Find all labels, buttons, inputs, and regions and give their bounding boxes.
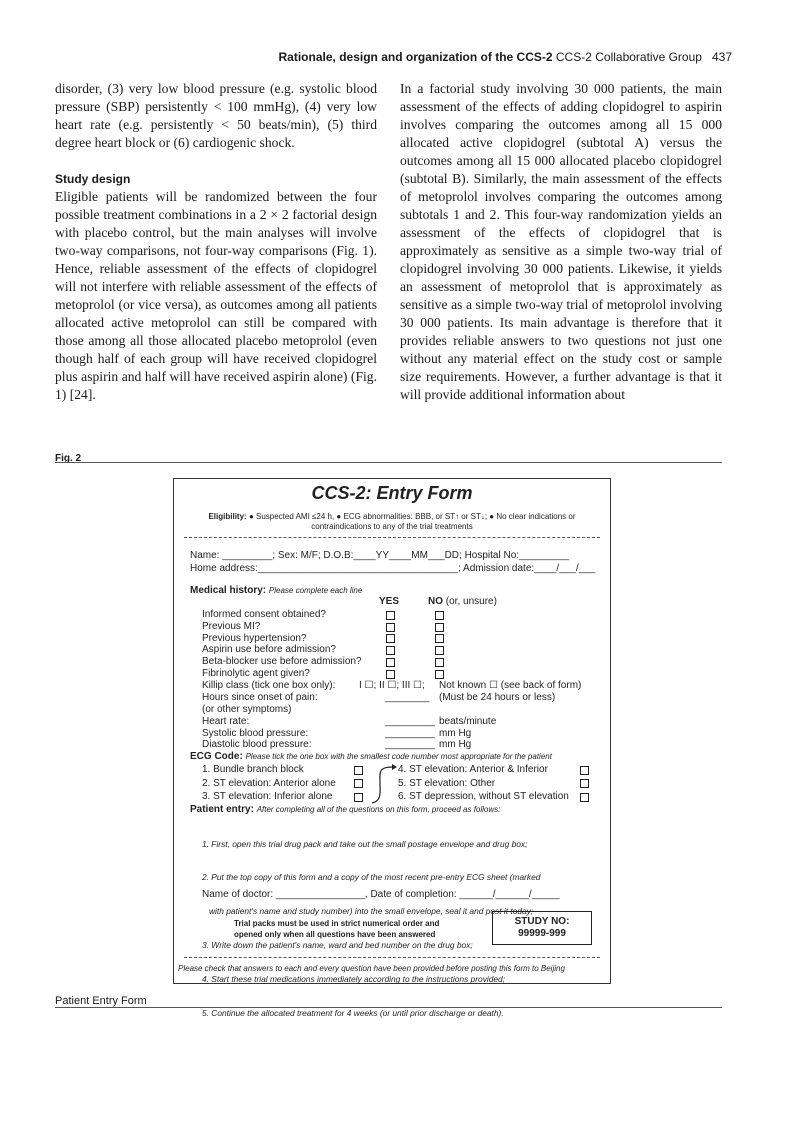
entry-label: Patient entry: bbox=[190, 804, 254, 815]
packs-note-2: opened only when all questions have been answered bbox=[234, 930, 436, 939]
heart-rate-field[interactable]: _________ bbox=[385, 716, 436, 727]
no-note: (or, unsure) bbox=[445, 596, 497, 607]
ecg-checkbox[interactable] bbox=[354, 766, 363, 775]
killip-label: Killip class (tick one box only): bbox=[202, 680, 336, 691]
hours-field[interactable]: ________ bbox=[385, 692, 430, 703]
killip-options[interactable]: I ☐; II ☐; III ☐; bbox=[359, 680, 425, 691]
entry-step: 3. Write down the patient's name, ward and bed number on the drug box; bbox=[202, 940, 473, 951]
ecg-right-boxes bbox=[580, 764, 589, 805]
right-para: In a factorial study involving 30 000 patients, the main assessment of the effects of adding clopidogrel to aspirin involves comparing the outcomes among all 15 000 allocated active clopidogrel (subtotal A) versus the outcomes among all 15 000 allocated placebo clopidogrel (subtotal B). Similarly, the main assessment of the effects of metoprolol involves comparing the outcomes among subtotals 1 and 2. This four-way randomization yields an assessment of the effects of clopidogrel that is approximately as sensitive as a simple two-way trial of clopidogrel involving 30 000 patients. Likewise, it yields an assessment of metoprolol that is approximately as sensitive as a simple two-way trial of metoprolol involving 30 000 patients. Its main advantage is therefore that it provides reliable answers to two questions not just one without any material effect on the study cost or sample size requirements. However, a further advantage is that it will provide additional information about bbox=[400, 81, 722, 402]
divider bbox=[184, 537, 600, 538]
no-label: NO bbox=[428, 596, 443, 607]
packs-note-1: Trial packs must be used in strict numerical order and bbox=[234, 919, 440, 928]
ecg-checkbox[interactable] bbox=[580, 779, 589, 788]
right-column bbox=[400, 80, 722, 404]
entry-step: with patient's name and study number) into the small envelope, seal it and post it today; bbox=[202, 906, 534, 917]
history-item: Previous hypertension? bbox=[202, 632, 307, 644]
entry-step: 1. First, open this trial drug pack and take out the small postage envelope and drug box; bbox=[202, 838, 528, 849]
entry-step: 2. Put the top copy of this form and a copy of the most recent pre-entry ECG sheet (marked bbox=[202, 872, 541, 883]
ecg-flow-arrow bbox=[368, 763, 398, 805]
ecg-left-list bbox=[202, 763, 336, 804]
running-header bbox=[200, 50, 732, 64]
page-number: 437 bbox=[711, 50, 732, 64]
left-para-1: disorder, (3) very low blood pressure (e.g. systolic blood pressure (SBP) persistently < 100 mmHg), (4) very low heart rate (e.g. persistently < 50 beats/min), (5) third degree heart block or (6) cardiogenic shock. bbox=[55, 81, 377, 150]
heart-rate-label: Heart rate: bbox=[202, 716, 250, 727]
study-number-box bbox=[492, 911, 592, 945]
figure-label: Fig. 2 bbox=[55, 453, 82, 464]
left-column bbox=[55, 80, 377, 404]
eligibility-text: ● Suspected AMI ≤24 h, ● ECG abnormalities: BBB, or ST↑ or ST↓; ● No clear indications or contraindications to any of the trial treatments bbox=[248, 512, 576, 531]
header-title: Rationale, design and organization of the CCS-2 bbox=[278, 50, 553, 64]
no-checkbox[interactable] bbox=[435, 623, 444, 632]
dbp-label: Diastolic blood pressure: bbox=[202, 739, 312, 750]
ecg-label: ECG Code: bbox=[190, 751, 243, 762]
yes-checkbox[interactable] bbox=[386, 670, 395, 679]
ecg-checkbox[interactable] bbox=[580, 793, 589, 802]
ecg-checkbox[interactable] bbox=[354, 779, 363, 788]
entry-step: 4. Start these trial medications immediately according to the instructions provided; bbox=[202, 974, 506, 985]
yes-checkbox[interactable] bbox=[386, 658, 395, 667]
eligibility-label: Eligibility: bbox=[208, 512, 247, 521]
divider bbox=[184, 957, 600, 958]
history-list bbox=[202, 609, 362, 680]
hours-label: Hours since onset of pain: bbox=[202, 692, 318, 703]
medical-history-label: Medical history: bbox=[190, 585, 267, 596]
yes-header: YES bbox=[379, 596, 400, 607]
yes-checkbox[interactable] bbox=[386, 611, 395, 620]
dbp-field[interactable]: _________ bbox=[385, 739, 436, 750]
no-checkbox[interactable] bbox=[435, 646, 444, 655]
heart-rate-unit: beats/minute bbox=[439, 716, 497, 727]
no-header bbox=[428, 596, 497, 607]
hours-note: (Must be 24 hours or less) bbox=[439, 692, 556, 703]
history-item: Aspirin use before admission? bbox=[202, 644, 336, 656]
entry-heading bbox=[190, 804, 500, 815]
sbp-field[interactable]: _________ bbox=[385, 728, 436, 739]
no-checkboxes bbox=[435, 610, 444, 681]
footer-note: Please check that answers to each and every question have been provided before posting this form to Beijing bbox=[178, 964, 565, 973]
caption-rule bbox=[55, 1007, 722, 1008]
hours-sub: (or other symptoms) bbox=[202, 704, 292, 715]
no-checkbox[interactable] bbox=[435, 634, 444, 643]
dbp-unit: mm Hg bbox=[439, 739, 472, 750]
packs-note bbox=[234, 918, 439, 940]
study-no-value: 99999-999 bbox=[518, 928, 566, 939]
medical-history-note: Please complete each line bbox=[268, 586, 363, 595]
yes-checkboxes bbox=[386, 610, 395, 681]
eligibility bbox=[182, 512, 602, 532]
ecg-right-list bbox=[398, 763, 569, 804]
yes-checkbox[interactable] bbox=[386, 646, 395, 655]
ecg-option: 3. ST elevation: Inferior alone bbox=[202, 791, 333, 802]
history-item: Informed consent obtained? bbox=[202, 609, 326, 620]
doctor-line[interactable]: Name of doctor: ________________, Date of completion: ______/______/_____ bbox=[202, 889, 560, 900]
history-item: Previous MI? bbox=[202, 620, 261, 632]
sbp-label: Systolic blood pressure: bbox=[202, 728, 309, 739]
history-item: Beta-blocker use before admission? bbox=[202, 656, 362, 668]
header-group: CCS-2 Collaborative Group bbox=[555, 50, 702, 64]
history-item: Fibrinolytic agent given? bbox=[202, 667, 310, 679]
study-no-label: STUDY NO: bbox=[514, 916, 570, 927]
ecg-option: 5. ST elevation: Other bbox=[398, 777, 496, 789]
ecg-option: 1. Bundle branch block bbox=[202, 764, 304, 775]
killip-unknown[interactable]: Not known ☐ (see back of form) bbox=[439, 680, 582, 691]
address-line: Home address:____________________________________; Admission date:____/___/___ bbox=[190, 563, 596, 574]
ecg-option: 2. ST elevation: Anterior alone bbox=[202, 777, 336, 789]
section-heading: Study design bbox=[55, 172, 131, 186]
ecg-checkbox[interactable] bbox=[354, 793, 363, 802]
sbp-unit: mm Hg bbox=[439, 728, 472, 739]
ecg-option: 6. ST depression, without ST elevation bbox=[398, 791, 569, 802]
ecg-checkbox[interactable] bbox=[580, 766, 589, 775]
entry-step: 5. Continue the allocated treatment for 4 weeks (or until prior discharge or death). bbox=[202, 1008, 504, 1019]
name-line: Name: _________; Sex: M/F; D.O.B:____YY____MM___DD; Hospital No:_________ bbox=[190, 550, 570, 561]
entry-form bbox=[173, 478, 611, 1019]
no-checkbox[interactable] bbox=[435, 658, 444, 667]
ecg-heading bbox=[190, 751, 552, 762]
form-title: CCS-2: Entry Form bbox=[311, 483, 473, 503]
ecg-option: 4. ST elevation: Anterior & Inferior bbox=[398, 764, 548, 775]
no-checkbox[interactable] bbox=[435, 611, 444, 620]
left-para-2: Eligible patients will be randomized between the four possible treatment combinations in a 2 × 2 factorial design with placebo control, but the main analyses will involve two-way comparisons, not four-way comparisons (Fig. 1). Hence, reliable assessment of the effects of clopidogrel will not interfere with reliable assessment of the effects of metoprolol (or vice versa), as outcomes among all patients allocated active metoprolol can still be compared with those among all those allocated placebo metoprolol (even though half of each group will have received clopidogrel plus aspirin and half will have received aspirin alone) (Fig. 1) [24]. bbox=[55, 189, 377, 402]
figure-caption: Patient Entry Form bbox=[55, 995, 147, 1007]
entry-note: After completing all of the questions on this form, proceed as follows: bbox=[256, 805, 501, 814]
ecg-note: Please tick the one box with the smallest code number most appropriate for the patient bbox=[245, 752, 552, 761]
figure-rule bbox=[55, 462, 722, 463]
yes-checkbox[interactable] bbox=[386, 623, 395, 632]
no-checkbox[interactable] bbox=[435, 670, 444, 679]
yes-checkbox[interactable] bbox=[386, 634, 395, 643]
medical-history-heading bbox=[190, 585, 362, 596]
ecg-left-boxes bbox=[354, 764, 363, 805]
